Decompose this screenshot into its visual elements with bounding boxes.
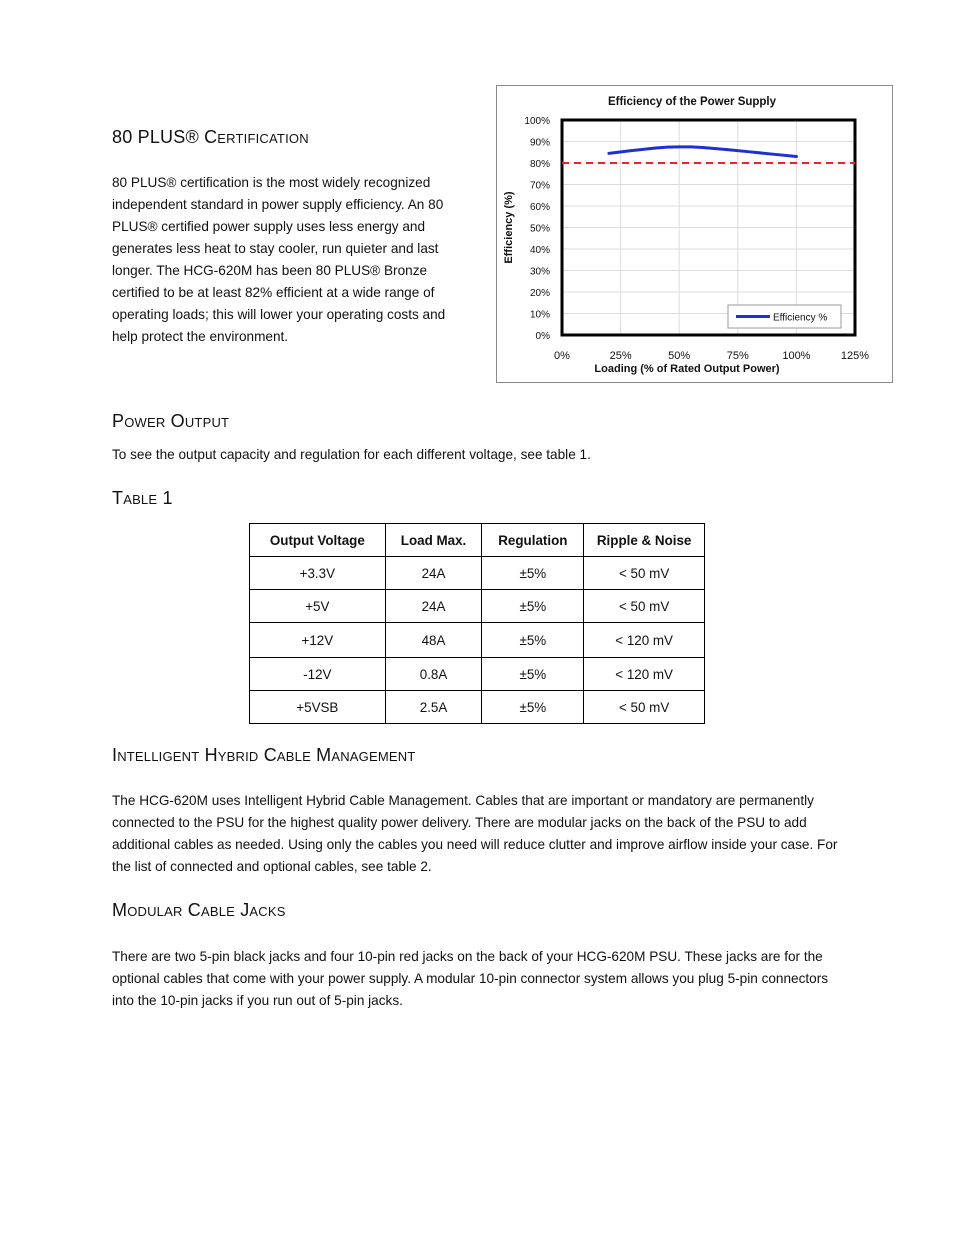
paragraph-power-output: To see the output capacity and regulation for each different voltage, see table 1.	[112, 447, 591, 462]
efficiency-chart-svg	[497, 86, 892, 382]
table-cell: ±5%	[482, 590, 584, 623]
table-cell: 24A	[385, 557, 482, 590]
paragraph-80plus: 80 PLUS® certification is the most widely recognized independent standard in power supply efficiency. An 80 PLUS® certified power supply uses less energy and generates less heat to stay cooler, run quieter and last longer. The HCG-620M has been 80 PLUS® Bronze certified to be at least 82% efficient at a wide range of operating loads; this will lower your operating costs and help protect the environment.	[112, 175, 446, 344]
table-row	[250, 623, 705, 658]
table-cell: +5VSB	[250, 691, 386, 724]
y-tick-label: 50%	[529, 223, 550, 235]
section-heading-modular-jacks: Modular Cable Jacks	[112, 900, 286, 920]
table-row	[250, 557, 705, 590]
x-tick-label: 50%	[668, 350, 691, 362]
legend-entry: Efficiency %	[773, 312, 828, 324]
table-cell: < 50 mV	[584, 590, 705, 623]
efficiency-series-line	[609, 147, 797, 157]
table-cell: 0.8A	[385, 658, 482, 691]
table-cell: 48A	[385, 623, 482, 658]
table-cell: ±5%	[482, 557, 584, 590]
x-axis-label: Loading (% of Rated Output Power)	[594, 363, 780, 375]
table-cell: ±5%	[482, 623, 584, 658]
x-tick-label: 100%	[782, 350, 811, 362]
table-row	[250, 590, 705, 623]
section-heading-cable-management: Intelligent Hybrid Cable Management	[112, 745, 416, 765]
table-cell: 2.5A	[385, 691, 482, 724]
y-tick-label: 60%	[529, 202, 550, 213]
table-cell: +12V	[250, 623, 386, 658]
output-spec-table	[249, 523, 705, 724]
table-cell: ±5%	[482, 658, 584, 691]
y-tick-label: 0%	[535, 331, 550, 342]
column-header: Load Max.	[385, 524, 482, 557]
y-tick-label: 80%	[529, 159, 550, 170]
x-tick-label: 0%	[554, 350, 570, 362]
paragraph-modular-jacks: There are two 5-pin black jacks and four 10-pin red jacks on the back of your HCG-620M PSU. These jacks are for the optional cables that come with your power supply. A modular 10-pin connector system allows you plug 5-pin connectors into the 10-pin jacks if you run out of 5-pin jacks.	[112, 949, 829, 1008]
table-cell: < 50 mV	[584, 691, 705, 724]
table-cell: -12V	[250, 658, 386, 691]
table-cell: +5V	[250, 590, 386, 623]
y-tick-label: 100%	[524, 116, 550, 127]
column-header: Output Voltage	[250, 524, 386, 557]
section-heading-table1: Table 1	[112, 488, 173, 508]
y-tick-label: 90%	[529, 137, 550, 149]
table-cell: +3.3V	[250, 557, 386, 590]
y-axis-label: Efficiency (%)	[503, 191, 515, 264]
x-tick-label: 75%	[726, 350, 749, 362]
table-row	[250, 658, 705, 691]
x-tick-label: 125%	[840, 350, 870, 362]
chart-title: Efficiency of the Power Supply	[607, 96, 777, 108]
table-cell: < 120 mV	[584, 658, 705, 691]
column-header: Regulation	[482, 524, 584, 557]
efficiency-chart	[496, 85, 893, 383]
table-cell: < 50 mV	[584, 557, 705, 590]
table-cell: < 120 mV	[584, 623, 705, 658]
section-heading-power-output: Power Output	[112, 411, 230, 431]
y-tick-label: 20%	[529, 288, 550, 299]
x-tick-label: 25%	[609, 350, 632, 362]
y-tick-label: 10%	[529, 309, 550, 321]
y-tick-label: 30%	[529, 266, 550, 278]
table-row	[250, 691, 705, 724]
section-heading-80plus: 80 PLUS® Certification	[112, 127, 309, 147]
table-cell: 24A	[385, 590, 482, 623]
table-header-row	[250, 524, 705, 557]
y-tick-label: 70%	[529, 180, 550, 192]
paragraph-cable-management: The HCG-620M uses Intelligent Hybrid Cable Management. Cables that are important or mandatory are permanently connected to the PSU for the highest quality power delivery. There are modular jacks on the back of the PSU to add additional cables as needed. Using only the cables you need will reduce clutter and improve airflow inside your case. For the list of connected and optional cables, see table 2.	[112, 793, 838, 874]
table-cell: ±5%	[482, 691, 584, 724]
column-header: Ripple & Noise	[584, 524, 705, 557]
y-tick-label: 40%	[529, 245, 550, 256]
